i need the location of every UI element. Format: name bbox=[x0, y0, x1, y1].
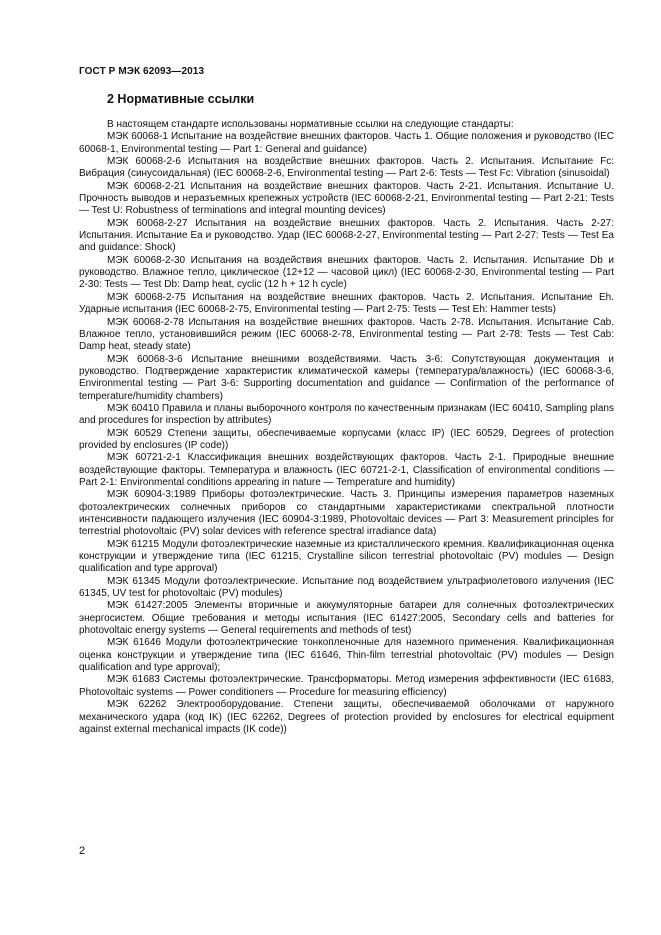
reference-item: МЭК 60410 Правила и планы выборочного контроля по качественным признакам (IEC 60410, Sampling plans and procedures for inspection by attributes) bbox=[79, 402, 614, 427]
reference-item: МЭК 61646 Модули фотоэлектрические тонкопленочные для наземного применения. Квалификационная оценка конструкции и утверждение типа (IEC 61646, Thin-film terrestrial photovoltaic (PV) modules — Design qualification and type approval); bbox=[79, 637, 614, 674]
document-header: ГОСТ Р МЭК 62093—2013 bbox=[79, 66, 205, 77]
reference-item: МЭК 60068-1 Испытание на воздействие внешних факторов. Часть 1. Общие положения и руководство (IEC 60068-1, Environmental testing — Part 1: General and guidance) bbox=[79, 131, 614, 155]
reference-item: МЭК 60068-2-21 Испытания на воздействие внешних факторов. Часть 2-21. Испытания. Испытание U. Прочность выводов и неразъемных крепежных устройств (IEC 60068-2-21, Environmental testing — Part 2-21: Tests — Test U: Robustness of terminations and integral mounting devices) bbox=[79, 180, 614, 217]
reference-item: МЭК 61683 Системы фотоэлектрические. Трансформаторы. Метод измерения эффективности (IEC 61683, Photovoltaic systems — Power conditioners — Procedure for measuring efficiency) bbox=[79, 674, 614, 698]
reference-item: МЭК 60068-2-27 Испытания на воздействие внешних факторов. Часть 2. Испытания. Часть 2-27: Испытания. Испытание Ea и руководство. Удар (IEC 60068-2-27, Environmental testing — Part 2-27: Tests — Test Ea and guidance: Shock) bbox=[79, 217, 614, 254]
reference-item: МЭК 61215 Модули фотоэлектрические наземные из кристаллического кремния. Квалификационная оценка конструкции и утверждение типа (IEC 61215, Crystalline silicon terrestrial photovoltaic (PV) modules — Design qualification and type approval) bbox=[79, 538, 614, 575]
intro-paragraph: В настоящем стандарте использованы нормативные ссылки на следующие стандарты: bbox=[107, 119, 514, 130]
reference-item: МЭК 60068-3-6 Испытание внешними воздействиями. Часть 3-6: Сопутствующая документация и руководство. Подтверждение характеристик климатической камеры (температура/влажность) (IEC 60068-3-6, Environmental testing — Part 3-6: Supporting documentation and guidance — Confirmation of the performance of temperature/humidity chambers) bbox=[79, 353, 614, 402]
reference-item: МЭК 61345 Модули фотоэлектрические. Испытание под воздействием ультрафиолетового излучения (IEC 61345, UV test for photovoltaic (PV) modules) bbox=[79, 575, 614, 600]
section-title: 2 Нормативные ссылки bbox=[107, 92, 255, 106]
reference-item: МЭК 60068-2-6 Испытания на воздействие внешних факторов. Часть 2. Испытания. Испытание Fc: Вибрация (синусоидальная) (IEC 60068-2-6, Environmental testing — Part 2-6: Tests — Test Fc: Vibration (sinusoidal) bbox=[79, 156, 614, 180]
reference-item: МЭК 62262 Электрооборудование. Степени защиты, обеспечиваемой оболочками от наружного механического удара (код IK) (IEC 62262, Degrees of protection provided by enclosures for electrical equipment against external mechanical impacts (IK code)) bbox=[79, 699, 614, 735]
reference-item: МЭК 60068-2-78 Испытания на воздействие внешних факторов. Часть 2-78. Испытания. Испытание Cab. Влажное тепло, установившийся режим (IEC 60068-2-78, Environmental testing — Part 2-78: Tests — Test Cab: Damp heat, steady state) bbox=[79, 316, 614, 353]
reference-item: МЭК 60721-2-1 Классификация внешних воздействующих факторов. Часть 2-1. Природные внешние воздействующие факторы. Температура и влажность (IEC 60721-2-1, Classification of environmental conditions — Part 2-1: Environmental conditions appearing in nature — Temperature and humidity) bbox=[79, 452, 614, 488]
references-body bbox=[79, 119, 614, 736]
reference-item: МЭК 60904-3:1989 Приборы фотоэлектрические. Часть 3. Принципы измерения параметров наземных фотоэлектрических солнечных приборов со стандартными характеристиками спектральной плотности интенсивности падающего излучения (IEC 60904-3:1989, Photovoltaic devices — Part 3: Measurement principles for terrestrial photovoltaic (PV) solar devices with reference spectral irradiance data) bbox=[79, 489, 614, 538]
reference-item: МЭК 61427:2005 Элементы вторичные и аккумуляторные батареи для солнечных фотоэлектрических энергосистем. Общие требования и методы испытания (IEC 61427:2005, Secondary cells and batteries for photovoltaic energy systems — General requirements and methods of test) bbox=[79, 600, 614, 637]
reference-item: МЭК 60529 Степени защиты, обеспечиваемые корпусами (класс IP) (IEC 60529, Degrees of protection provided by enclosures (IP code)) bbox=[79, 427, 614, 451]
reference-item: МЭК 60068-2-75 Испытания на воздействие внешних факторов. Часть 2. Испытания. Испытание Eh. Ударные испытания (IEC 60068-2-75, Environmental testing — Part 2-75: Tests — Test Eh: Hammer tests) bbox=[79, 291, 614, 316]
reference-item: МЭК 60068-2-30 Испытания на воздействия внешних факторов. Часть 2. Испытания. Испытание Db и руководство. Влажное тепло, циклическое (12+12 — часовой цикл) (IEC 60068-2-30, Environmental testing — Part 2-30: Tests — Test Db: Damp heat, cyclic (12 h + 12 h cycle) bbox=[79, 254, 614, 291]
page-number: 2 bbox=[79, 845, 86, 857]
